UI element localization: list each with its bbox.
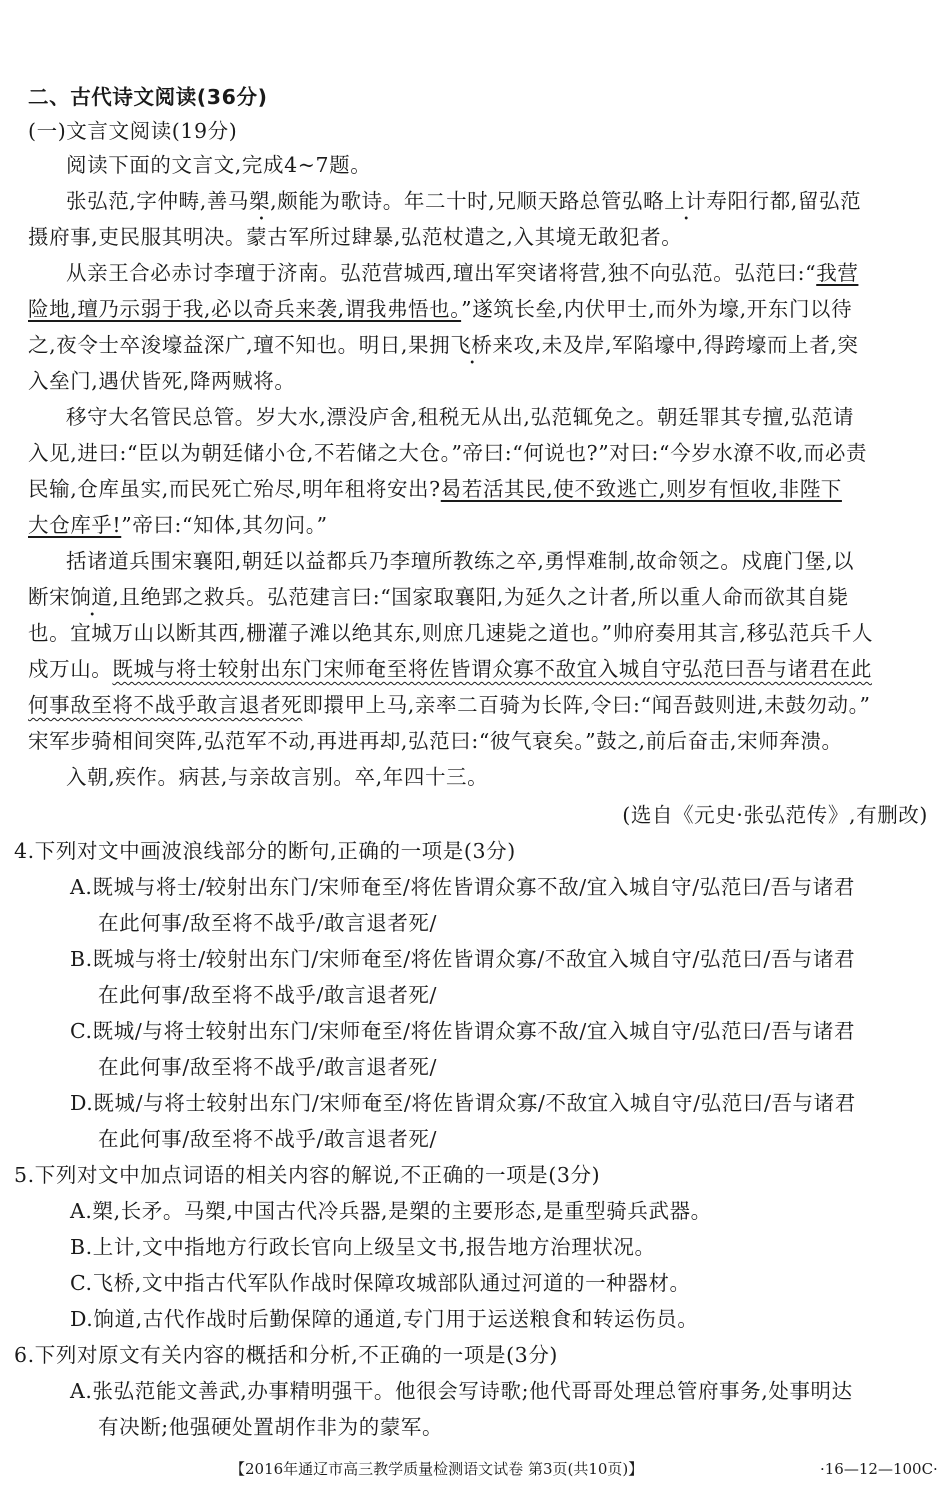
dotted-word-shangji: 上计: [664, 189, 707, 213]
passage-p1-line1: [66, 186, 950, 216]
underlined-sentence: 我营: [816, 261, 859, 285]
passage-p3-line1: 移守大名管民总管。岁大水,漂没庐舍,租税无从出,弘范辄免之。朝廷罪其专擅,弘范请: [66, 405, 855, 429]
question-5-option-b: B.上计,文中指地方行政长官向上级呈文书,报告地方治理状况。: [70, 1235, 656, 1259]
passage-text: ”帝曰:“知体,其勿问。”: [121, 513, 328, 537]
section-title: 二、古代诗文阅读(36分): [28, 85, 268, 109]
passage-p4-line2: [28, 582, 950, 612]
question-6-option-a: A.张弘范能文善武,办事精明强干。他很会写诗歌;他代哥哥处理总管府事务,处事明达: [70, 1379, 853, 1403]
question-4-option-a-cont: 在此何事/敌至将不战乎/敢言退者死/: [98, 911, 438, 935]
dotted-word-shuo: 槊: [249, 189, 271, 213]
passage-text: 寿阳行都,留弘范: [706, 189, 862, 213]
question-4-option-b-cont: 在此何事/敌至将不战乎/敢言退者死/: [98, 983, 438, 1007]
passage-text: ,且绝郢之救兵。弘范建言曰:“国家取襄阳,为延久之计者,所以重人命而欲其自毙: [112, 585, 849, 609]
passage-text: 来攻,未及岸,军陷壕中,得跨壕而上者,突: [492, 333, 859, 357]
question-5-stem: 5.下列对文中加点词语的相关内容的解说,不正确的一项是(3分): [14, 1163, 601, 1187]
passage-text: 即擐甲上马,亲率二百骑为长阵,令曰:“闻吾鼓则进,未鼓勿动。”: [302, 693, 871, 717]
question-6-stem: 6.下列对原文有关内容的概括和分析,不正确的一项是(3分): [14, 1343, 559, 1367]
question-5-option-a: A.槊,长矛。马槊,中国古代冷兵器,是槊的主要形态,是重型骑兵武器。: [70, 1199, 712, 1223]
passage-p3-line4: [28, 510, 950, 540]
passage-p4-line4: [28, 654, 950, 684]
question-4-stem: 4.下列对文中画波浪线部分的断句,正确的一项是(3分): [14, 839, 516, 863]
question-6-option-a-cont: 有决断;他强硬处置胡作非为的蒙军。: [98, 1415, 444, 1439]
question-4-option-a: A.既城与将士/较射出东门/宋师奄至/将佐皆谓众寡不敌/宜入城自守/弘范曰/吾与诸君: [70, 875, 855, 899]
passage-p3-line2: 入见,进曰:“臣以为朝廷储小仓,不若储之大仓。”帝曰:“何说也?”对曰:“今岁水潦不收,而必责: [28, 441, 868, 465]
passage-text: 戍万山。: [28, 657, 113, 681]
footer-code: ·16—12—100C·: [820, 1460, 938, 1478]
passage-text: 之,夜令士卒浚壕益深广,璮不知也。明日,果拥: [28, 333, 451, 357]
question-5-option-c: C.飞桥,文中指古代军队作战时保障攻城部队通过河道的一种器材。: [70, 1271, 691, 1295]
question-5-option-d: D.饷道,古代作战时后勤保障的通道,专门用于运送粮食和转运伤员。: [70, 1307, 699, 1331]
wavy-underlined-text: 既城与将士较射出东门宋师奄至将佐皆谓众寡不敌宜入城自守弘范曰吾与诸君在此: [112, 657, 873, 681]
passage-p3-line3: [28, 474, 950, 504]
question-4-option-c-cont: 在此何事/敌至将不战乎/敢言退者死/: [98, 1055, 438, 1079]
dotted-word-xiangdao: 饷道: [70, 585, 113, 609]
question-4-option-c: C.既城/与将士较射出东门/宋师奄至/将佐皆谓众寡不敌/宜入城自守/弘范曰/吾与诸君: [70, 1019, 856, 1043]
passage-p2-line2: [28, 294, 950, 324]
passage-text: ,颇能为歌诗。年二十时,兄顺天路总管弘略: [270, 189, 665, 213]
passage-p2-line4: 入垒门,遇伏皆死,降两贼将。: [28, 369, 296, 393]
question-4-option-b: B.既城与将士/较射出东门/宋师奄至/将佐皆谓众寡/不敌宜入城自守/弘范曰/吾与诸君: [70, 947, 856, 971]
passage-text: 民输,仓库虽实,而民死亡殆尽,明年租将安出?: [28, 477, 441, 501]
passage-text: ”遂筑长垒,内伏甲士,而外为壕,开东门以待: [461, 297, 853, 321]
passage-p1-line2: 摄府事,吏民服其明决。蒙古军所过肆暴,弘范杖遣之,入其境无敢犯者。: [28, 225, 683, 249]
passage-p5-line1: 入朝,疾作。病甚,与亲故言别。卒,年四十三。: [66, 765, 489, 789]
underlined-sentence: 大仓库乎!: [28, 513, 122, 537]
wavy-underlined-text: 何事敌至将不战乎敢言退者死: [28, 693, 303, 717]
dotted-word-feiqiao: 飞桥: [450, 333, 493, 357]
passage-p2-line1: [66, 258, 950, 288]
passage-p2-line3: [28, 330, 950, 360]
question-4-option-d: D.既城/与将士较射出东门/宋师奄至/将佐皆谓众寡/不敌宜入城自守/弘范曰/吾与诸君: [70, 1091, 856, 1115]
subsection-title: (一)文言文阅读(19分): [28, 119, 238, 143]
passage-text: 从亲王合必赤讨李璮于济南。弘范营城西,璮出军突诸将营,独不向弘范。弘范曰:“: [66, 261, 817, 285]
footer-exam-title: 【2016年通辽市高三教学质量检测语文试卷 第3页(共10页)】: [230, 1460, 644, 1478]
passage-p4-line6: 宋军步骑相间突阵,弘范军不动,再进再却,弘范曰:“彼气衰矣。”鼓之,前后奋击,宋师奔溃。: [28, 729, 843, 753]
underlined-sentence: 险地,璮乃示弱于我,必以奇兵来袭,谓我弗悟也。: [28, 297, 462, 321]
passage-text: 断宋: [28, 585, 71, 609]
question-4-option-d-cont: 在此何事/敌至将不战乎/敢言退者死/: [98, 1127, 438, 1151]
underlined-sentence: 曷若活其民,使不致逃亡,则岁有恒收,非陛下: [440, 477, 842, 501]
source-note: (选自《元史·张弘范传》,有删改): [622, 803, 928, 827]
passage-p4-line3: 也。宜城万山以断其西,栅灌子滩以绝其东,则庶几速毙之道也。”帅府奏用其言,移弘范兵千人: [28, 621, 874, 645]
passage-p4-line1: 括诸道兵围宋襄阳,朝廷以益都兵乃李璮所教练之卒,勇悍难制,故命领之。戍鹿门堡,以: [66, 549, 855, 573]
passage-p4-line5: [28, 690, 950, 720]
instruction: 阅读下面的文言文,完成4~7题。: [66, 153, 372, 177]
passage-text: 张弘范,字仲畴,善马: [66, 189, 250, 213]
